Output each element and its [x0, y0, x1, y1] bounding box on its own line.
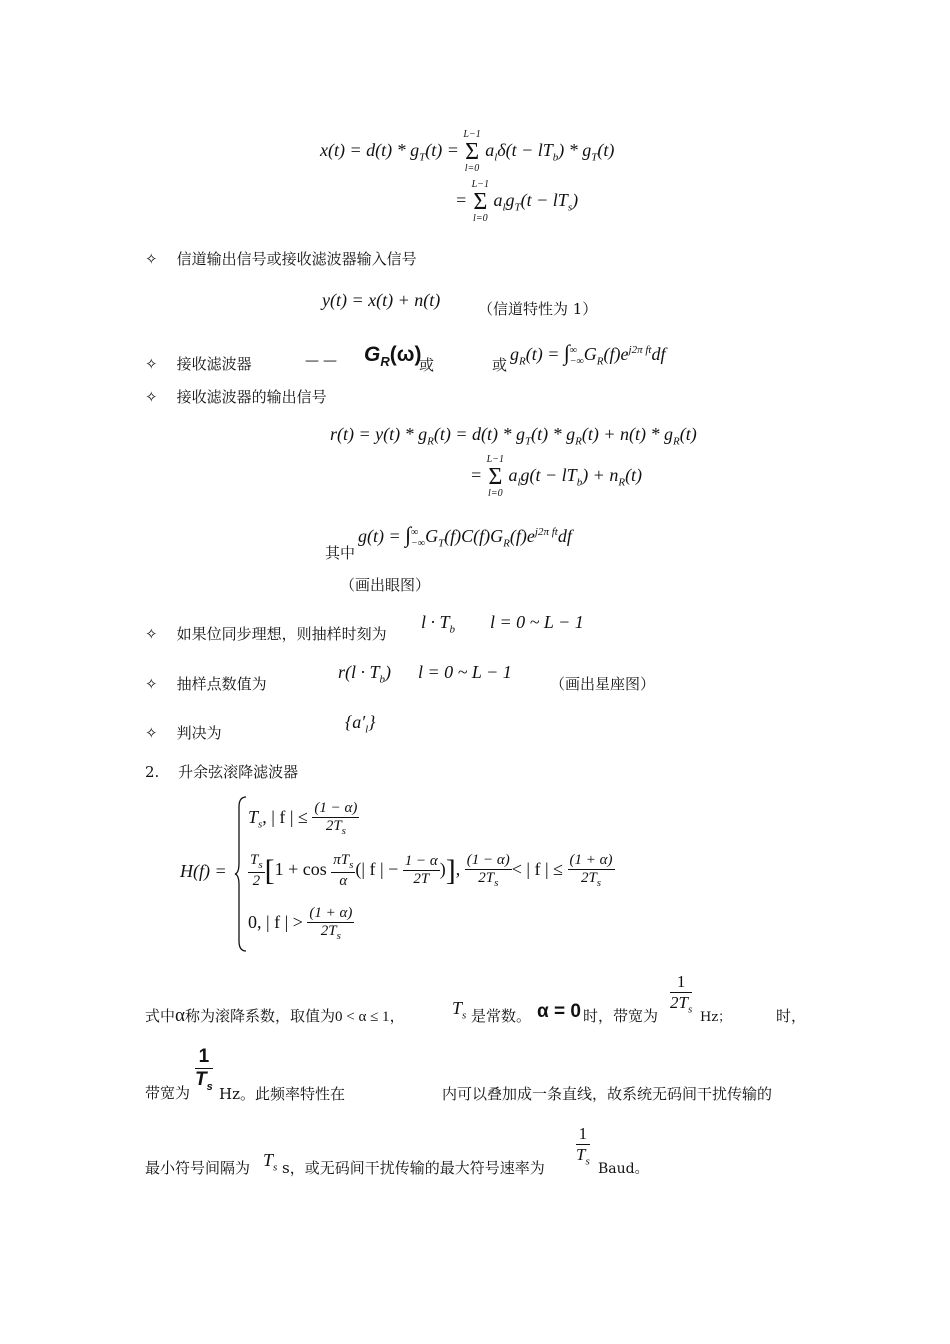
diamond-bullet-icon: ✧ — [145, 675, 158, 693]
sum-upper: L−1 — [463, 129, 481, 140]
integral-limits — [411, 527, 425, 549]
int-upper: ∞ — [569, 344, 578, 356]
hf-c3-a: 0, | f | > — [248, 912, 303, 933]
hf-lhs: H(f) = — [180, 861, 227, 881]
equation-x-line2: = L−1 Σ l=0 $a_lg_T(t - lT_s)$ — [455, 179, 579, 224]
gr-impulse: $g_R(t)$ = ∫∞ $-\infty G_R(f)e^{j2\pi ft}df$ — [510, 340, 666, 368]
eq-x2-c: (t − lT — [520, 190, 568, 211]
g-definition: g(t) = ∫∞ $-\infty G_T(f)C(f)G_R(f)e^{j2\pi ft}df$ — [358, 522, 572, 550]
bullet-text: 信道输出信号或接收滤波器输入信号 — [176, 250, 417, 268]
bullet-receive-filter — [145, 353, 252, 374]
gr-omega: $G_R(\omega)$ — [364, 343, 422, 370]
when-text: 时， — [776, 1007, 807, 1025]
eq-x2-b: g — [505, 190, 515, 211]
g-def-e: df — [557, 526, 572, 546]
bandwidth-1-frac: $\frac{1}{2T_s}$ — [670, 972, 693, 1015]
sum-lower: l=0 — [464, 163, 480, 174]
hf-c3-den: 2T — [320, 923, 337, 940]
hf-c2-frac: $\frac{T_s}{2}$ — [250, 852, 263, 889]
eq-r2-b: g(t − lT — [520, 465, 577, 486]
sample-time-a: l · T — [421, 612, 450, 632]
sample-time-expr: $l \cdot T_b$ — [421, 612, 456, 636]
sample-value-range: l = 0 ~ L − 1 — [418, 662, 512, 682]
sample-value-b: ) — [385, 662, 392, 682]
hf-c3-frac: $\frac{(1 + \alpha)}{2T_s}$ — [309, 905, 353, 943]
hf-c2-a: 1 + cos — [274, 859, 327, 880]
hf-c2-fracd: $\frac{(1 - \alpha)}{2T_s}$ — [466, 852, 510, 890]
ts-symbol-2: $T_s$ — [263, 1150, 278, 1174]
diamond-bullet-icon: ✧ — [145, 250, 158, 268]
hf-c2-f4den: 2T — [580, 870, 597, 887]
hf-c2-fnum: πT — [333, 852, 350, 868]
or-text-2: 或 — [492, 356, 508, 374]
sum-operator: L−1 Σ l=0 — [471, 179, 489, 224]
hf-c2-fden: α — [339, 872, 348, 889]
constellation-note: （画出星座图） — [550, 675, 656, 693]
para-line-1c: 时，带宽为 — [583, 1007, 659, 1025]
hf-c2-num: T — [250, 852, 259, 868]
hf-c2-f3num: (1 − α) — [465, 852, 512, 870]
integrand-exp: j2π ft — [628, 344, 652, 356]
p1-c: ， — [389, 1007, 405, 1025]
para-line-3b: s，或无码间干扰传输的最大符号速率为 — [282, 1159, 545, 1177]
dash: —— — [305, 353, 341, 369]
para-line-2c: 内可以叠加成一条直线，故系统无码间干扰传输的 — [442, 1085, 773, 1103]
hf-c2-f3den: 2T — [478, 870, 495, 887]
baud-unit: Baud。 — [598, 1161, 649, 1177]
sum-lower: l=0 — [473, 213, 488, 224]
eq-r2-c: ) + n — [582, 465, 619, 486]
eq-x-rhs-a: a — [485, 140, 495, 161]
eq-x2-a: a — [493, 190, 503, 211]
g-def-d: (f)e — [509, 526, 535, 546]
para-line-3a: 最小符号间隔为 — [145, 1159, 251, 1177]
gr-arg: (ω) — [389, 343, 422, 366]
g-def-exp: j2π ft — [534, 526, 558, 538]
bullet-channel-output — [145, 248, 417, 269]
eq-x-rhs-b: δ(t − lT — [497, 140, 553, 161]
bandwidth-2-frac: $\frac{1}{T_s}$ — [195, 1046, 213, 1093]
decision-a: {a′ — [345, 712, 366, 732]
or-text-1: 或 — [419, 356, 435, 374]
sum-upper: L−1 — [471, 179, 489, 190]
decision-expr: $\{a'_l\}$ — [345, 712, 376, 736]
rate-num: 1 — [576, 1124, 590, 1145]
hf-c1-a: T — [248, 807, 259, 828]
sum-operator: L−1 Σ l=0 — [486, 454, 504, 499]
hf-c2-f2den: 2T — [413, 871, 430, 888]
ts-symbol: T — [263, 1150, 274, 1170]
g-def-b: G — [425, 526, 439, 546]
bw2-num: 1 — [195, 1046, 213, 1069]
bandwidth-1 — [670, 972, 692, 1016]
hf-c1-b: , | f | ≤ — [262, 807, 308, 828]
diamond-bullet-icon: ✧ — [145, 625, 158, 643]
bullet-text: 接收滤波器 — [176, 355, 252, 373]
bullet-sample-value — [145, 673, 267, 694]
g-def-a: g(t) = — [358, 526, 406, 546]
where-label: 其中 — [325, 544, 356, 562]
p1-b: 称为滚降系数，取值为 — [184, 1007, 335, 1025]
rate-den: T — [576, 1144, 586, 1164]
hf-c1-den: 2T — [325, 818, 342, 835]
bw2-den: T — [195, 1068, 207, 1090]
integral-sign: ∫ — [563, 340, 570, 365]
integrand-df: df — [651, 344, 666, 364]
ts-symbol: T — [452, 998, 463, 1018]
sample-value-expr: $r(l \cdot T_b)$ — [338, 662, 392, 686]
sum-operator: L−1 Σ l=0 — [463, 129, 481, 174]
eq-x2-eq: = — [455, 190, 468, 211]
hf-case-1: $T_s$, | f | ≤ $\frac{(1 - \alpha)}{2T_s}$ — [248, 800, 358, 838]
eq-r-b: (t) = d(t) * g — [433, 424, 525, 444]
integrand-b: (f)e — [603, 344, 629, 364]
hf-c2-fracb: $\frac{\pi T_s}{\alpha}$ — [333, 852, 354, 889]
integrand-a: G — [583, 344, 597, 364]
p1-a: 式中 — [145, 1007, 176, 1025]
section-heading — [145, 761, 298, 782]
g-def-c: (f)C(f)G — [444, 526, 504, 546]
eq-r-d: (t) + n(t) * g — [581, 424, 673, 444]
bullet-filter-output — [145, 386, 327, 407]
hf-c2-frace: $\frac{(1 + \alpha)}{2T_s}$ — [569, 852, 613, 890]
symbol-rate-frac: $\frac{1}{T_s}$ — [576, 1124, 590, 1167]
equation-r-line2: = L−1 Σ l=0 $a_lg(t - lT_b) + n_R(t)$ — [470, 454, 643, 499]
alpha-zero: α = 0 — [537, 1001, 581, 1022]
eq-r-c: (t) * g — [531, 424, 576, 444]
int-upper: ∞ — [411, 526, 419, 538]
hf-c2-d: , — [455, 859, 461, 880]
eye-diagram-note: （画出眼图） — [340, 576, 431, 594]
section-title: 升余弦滚降滤波器 — [178, 763, 299, 781]
hz-unit-1: Hz； — [700, 1010, 732, 1025]
bullet-text: 判决为 — [176, 724, 222, 742]
alpha-symbol: α — [175, 1005, 185, 1026]
alpha-range: 0 < α ≤ 1 — [335, 1009, 390, 1025]
diamond-bullet-icon: ✧ — [145, 388, 158, 406]
decision-b: } — [368, 712, 376, 732]
right-bracket: ] — [445, 853, 456, 887]
integral-sign: ∫ — [405, 522, 412, 547]
diamond-bullet-icon: ✧ — [145, 355, 158, 373]
bw1-num: 1 — [670, 972, 692, 993]
hf-c1-num: (1 − α) — [312, 800, 359, 818]
eq-x-mid: (t) = — [425, 140, 464, 161]
hf-c2-e: < | f | ≤ — [511, 859, 564, 880]
eq-r2-a: a — [508, 465, 518, 486]
bullet-text: 接收滤波器的输出信号 — [176, 388, 327, 406]
bullet-sample-time — [145, 623, 387, 644]
hf-c2-f4num: (1 + α) — [568, 852, 615, 870]
bullet-decision — [145, 722, 222, 743]
para-line-2a: 带宽为 — [145, 1084, 191, 1102]
eq-x2-d: ) — [572, 190, 579, 211]
bullet-text: 如果位同步理想，则抽样时刻为 — [176, 625, 387, 643]
equation-y — [322, 290, 440, 311]
left-bracket: [ — [264, 853, 275, 887]
piecewise-brace — [234, 795, 248, 953]
sum-lower: l=0 — [488, 488, 503, 499]
hf-case-2 — [248, 852, 615, 890]
eq-x-rhs-d: (t) — [597, 140, 615, 161]
eq-x-rhs-c: ) * g — [558, 140, 592, 161]
hf-c3-num: (1 + α) — [307, 905, 354, 923]
sample-time-range: l = 0 ~ L − 1 — [490, 612, 584, 632]
eq-r-e: (t) — [679, 424, 697, 444]
sample-value-a: r(l · T — [338, 662, 380, 682]
ts-symbol-1: $T_s$ — [452, 998, 467, 1022]
eq-r-a: r(t) = y(t) * g — [330, 424, 428, 444]
gr-t-rest: (t) = — [525, 344, 564, 364]
channel-note: （信道特性为 1） — [478, 300, 598, 318]
para-line-1b — [471, 1005, 531, 1026]
para-line-2b: Hz。此频率特性在 — [219, 1085, 345, 1103]
hf-case-3 — [248, 905, 354, 943]
int-lower: −∞ — [569, 355, 584, 367]
bandwidth-2 — [195, 1046, 213, 1093]
diamond-bullet-icon: ✧ — [145, 724, 158, 742]
equation-r: $r(t) = y(t) * g_R(t) = d(t) * g_T(t) * g_R(t) + n(t) * g_R(t)$ — [330, 424, 697, 448]
equation-x: $x(t) = d(t) * g_T(t) = L-1$ Σ l=0 $a_l\delta(t - lT_b) * g_T(t)$ — [320, 129, 615, 174]
eq-x-lhs: x(t) = d(t) * g — [320, 140, 420, 161]
hf-c2-fracc — [403, 853, 440, 889]
p1-d: 是常数。 — [471, 1007, 532, 1025]
hf-c1-frac: $\frac{(1 - \alpha)}{2T_s}$ — [314, 800, 358, 838]
gr-symbol: G — [364, 343, 381, 366]
para-line-1 — [145, 1005, 405, 1027]
hf-c2-b: (| f | − — [355, 859, 399, 880]
symbol-rate — [576, 1124, 590, 1168]
bw1-den: 2T — [670, 992, 688, 1012]
bullet-text: 抽样点数值为 — [176, 675, 267, 693]
section-number: 2. — [145, 763, 160, 781]
hf-c2-c: ) — [439, 859, 446, 880]
hf-c2-den: 2 — [252, 872, 261, 889]
eq-r2-d: (t) — [625, 465, 643, 486]
eq-r2-eq: = — [470, 465, 483, 486]
eq-y-expr: y(t) = x(t) + n(t) — [322, 290, 441, 310]
integral-limits — [570, 345, 584, 367]
int-lower: −∞ — [411, 537, 426, 549]
gr-t-symbol: g — [510, 344, 519, 364]
hf-c2-f2num: 1 − α — [403, 853, 440, 871]
sum-upper: L−1 — [486, 454, 504, 465]
